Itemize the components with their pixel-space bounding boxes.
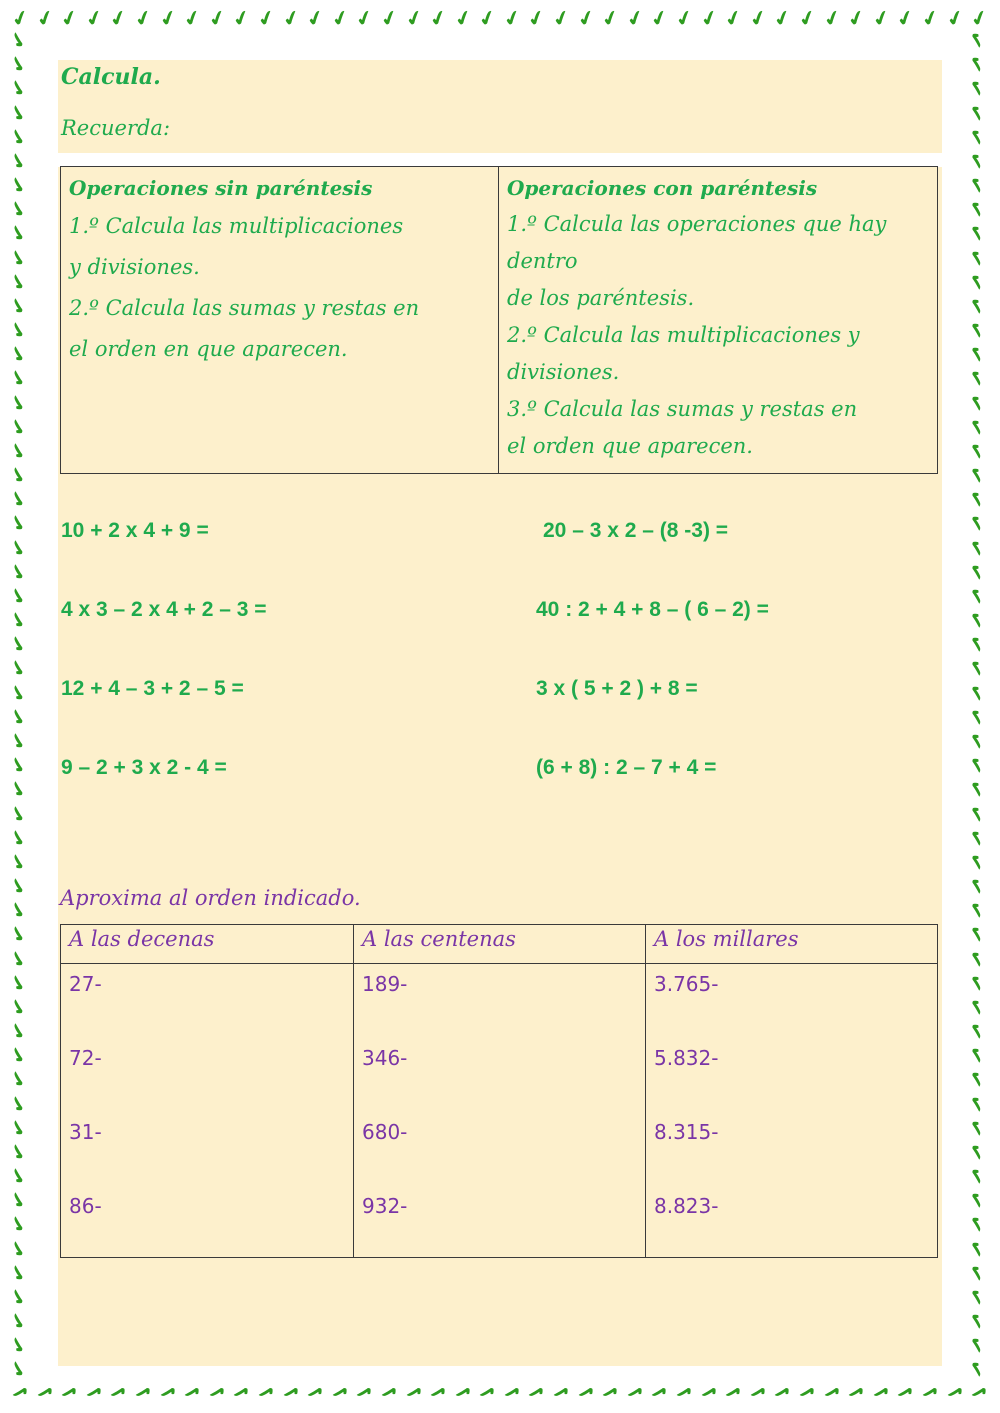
tick-decoration-icon: ✔ xyxy=(328,1377,353,1407)
tick-decoration-icon: ✔ xyxy=(4,994,33,1019)
tick-decoration-icon: ✔ xyxy=(962,994,991,1019)
tick-decoration-icon: ✔ xyxy=(4,874,33,898)
tick-decoration-icon: ✔ xyxy=(672,3,697,33)
rule-line: 1.º Calcula las multiplicaciones xyxy=(69,214,404,238)
tick-decoration-icon: ✔ xyxy=(962,1019,991,1044)
tick-decoration-icon: ✔ xyxy=(962,1236,991,1261)
approx-column-thousands xyxy=(645,964,937,1258)
tick-decoration-icon: ✔ xyxy=(672,1377,697,1407)
tick-decoration-icon: ✔ xyxy=(4,1236,33,1261)
tick-decoration-icon: ✔ xyxy=(426,3,451,33)
tick-decoration-icon: ✔ xyxy=(962,874,991,898)
rule-line: de los paréntesis. xyxy=(507,286,695,310)
tick-decoration-icon: ✔ xyxy=(962,173,991,198)
tick-decoration-icon: ✔ xyxy=(746,1377,771,1407)
tick-decoration-icon: ✔ xyxy=(962,559,991,584)
tick-decoration-icon: ✔ xyxy=(57,3,82,33)
approx-column-tens xyxy=(61,964,353,1258)
tick-decoration-icon: ✔ xyxy=(962,1115,991,1140)
tick-decoration-icon: ✔ xyxy=(962,76,991,101)
tick-decoration-icon: ✔ xyxy=(4,390,33,415)
tick-decoration-icon: ✔ xyxy=(962,293,991,318)
tick-decoration-icon: ✔ xyxy=(4,559,33,584)
tick-decoration-icon: ✔ xyxy=(254,3,279,33)
tick-decoration-icon: ✔ xyxy=(869,3,894,33)
approx-item[interactable]: 3.765- xyxy=(654,972,719,996)
tick-decoration-icon: ✔ xyxy=(962,197,991,222)
tick-decoration-icon: ✔ xyxy=(155,3,180,33)
tick-decoration-icon: ✔ xyxy=(962,1091,991,1116)
tick-decoration-icon: ✔ xyxy=(4,318,33,343)
tick-decoration-icon: ✔ xyxy=(795,3,820,33)
operation-exercise[interactable]: 12 + 4 – 3 + 2 – 5 = xyxy=(61,677,244,700)
tick-decoration-icon: ✔ xyxy=(962,390,991,415)
tick-decoration-icon: ✔ xyxy=(721,3,746,33)
approx-header-row xyxy=(61,925,937,964)
tick-decoration-icon: ✔ xyxy=(962,1284,991,1309)
rule-line: divisiones. xyxy=(507,360,620,384)
tick-decoration-icon: ✔ xyxy=(4,1091,33,1116)
tick-decoration-icon: ✔ xyxy=(770,3,795,33)
approx-item[interactable]: 31- xyxy=(69,1120,102,1144)
tick-decoration-icon: ✔ xyxy=(962,1067,991,1092)
worksheet xyxy=(58,60,942,1366)
tick-decoration-icon: ✔ xyxy=(4,801,33,826)
tick-decoration-icon: ✔ xyxy=(623,1377,648,1407)
tick-decoration-icon: ✔ xyxy=(4,583,33,608)
tick-decoration-icon: ✔ xyxy=(4,1212,33,1237)
tick-decoration-icon: ✔ xyxy=(401,1377,426,1407)
tick-decoration-icon: ✔ xyxy=(500,3,525,33)
tick-decoration-icon: ✔ xyxy=(4,1067,33,1092)
rule-line: dentro xyxy=(507,249,578,273)
tick-decoration-icon: ✔ xyxy=(4,1333,33,1358)
approx-table xyxy=(60,924,938,1258)
tick-decoration-icon: ✔ xyxy=(598,3,623,33)
tick-decoration-icon: ✔ xyxy=(229,1377,254,1407)
tick-decoration-icon: ✔ xyxy=(4,438,33,463)
tick-decoration-icon: ✔ xyxy=(254,1377,279,1407)
tick-decoration-icon: ✔ xyxy=(524,3,549,33)
tick-decoration-icon: ✔ xyxy=(4,1188,33,1213)
tick-decoration-icon: ✔ xyxy=(4,680,33,705)
tick-decoration-icon: ✔ xyxy=(647,1377,672,1407)
tick-decoration-icon: ✔ xyxy=(4,76,33,101)
tick-decoration-icon: ✔ xyxy=(377,3,402,33)
tick-decoration-icon: ✔ xyxy=(598,1377,623,1407)
approx-header-tens: A las decenas xyxy=(69,927,215,951)
page-title: Calcula. xyxy=(61,64,161,90)
tick-decoration-icon: ✔ xyxy=(962,922,991,947)
tick-decoration-icon: ✔ xyxy=(4,366,33,391)
approx-header-thousands: A los millares xyxy=(645,925,937,963)
tick-decoration-icon: ✔ xyxy=(721,1377,746,1407)
tick-decoration-icon: ✔ xyxy=(918,1377,943,1407)
tick-decoration-icon: ✔ xyxy=(962,753,991,778)
tick-decoration-icon: ✔ xyxy=(4,946,33,971)
tick-decoration-icon: ✔ xyxy=(574,3,599,33)
approx-item[interactable]: 27- xyxy=(69,972,102,996)
approx-column-hundreds xyxy=(353,964,645,1258)
tick-decoration-icon: ✔ xyxy=(962,463,991,488)
tick-decoration-icon: ✔ xyxy=(962,608,991,633)
tick-decoration-icon: ✔ xyxy=(819,3,844,33)
tick-decoration-icon: ✔ xyxy=(4,269,33,294)
tick-decoration-icon: ✔ xyxy=(962,1333,991,1358)
tick-decoration-icon: ✔ xyxy=(962,148,991,173)
tick-decoration-icon: ✔ xyxy=(4,777,33,802)
tick-decoration-icon: ✔ xyxy=(4,414,33,439)
tick-decoration-icon: ✔ xyxy=(205,1377,230,1407)
tick-decoration-icon: ✔ xyxy=(4,221,33,246)
operation-exercise[interactable]: 20 – 3 x 2 – (8 -3) = xyxy=(543,519,729,542)
approx-item[interactable]: 346- xyxy=(362,1046,408,1070)
tick-decoration-icon: ✔ xyxy=(4,293,33,318)
tick-decoration-icon: ✔ xyxy=(918,3,943,33)
tick-decoration-icon: ✔ xyxy=(303,1377,328,1407)
tick-decoration-icon: ✔ xyxy=(962,898,991,923)
tick-decoration-icon: ✔ xyxy=(647,3,672,33)
tick-decoration-icon: ✔ xyxy=(962,535,991,560)
rules-heading: Operaciones con paréntesis xyxy=(507,176,818,200)
tick-decoration-icon: ✔ xyxy=(962,849,991,874)
tick-decoration-icon: ✔ xyxy=(962,1043,991,1068)
rules-heading: Operaciones sin paréntesis xyxy=(69,176,373,200)
tick-decoration-icon: ✔ xyxy=(942,1377,967,1407)
remember-label: Recuerda: xyxy=(61,116,171,140)
tick-decoration-icon: ✔ xyxy=(962,1260,991,1285)
tick-decoration-icon: ✔ xyxy=(962,1139,991,1164)
tick-decoration-icon: ✔ xyxy=(962,777,991,802)
tick-decoration-icon: ✔ xyxy=(451,1377,476,1407)
tick-decoration-icon: ✔ xyxy=(377,1377,402,1407)
tick-decoration-icon: ✔ xyxy=(426,1377,451,1407)
tick-decoration-icon: ✔ xyxy=(4,632,33,657)
decorative-border-top xyxy=(8,3,992,33)
tick-decoration-icon: ✔ xyxy=(4,704,33,729)
tick-decoration-icon: ✔ xyxy=(4,825,33,850)
tick-decoration-icon: ✔ xyxy=(4,511,33,536)
tick-decoration-icon: ✔ xyxy=(4,753,33,778)
tick-decoration-icon: ✔ xyxy=(962,1212,991,1237)
tick-decoration-icon: ✔ xyxy=(4,1357,33,1382)
tick-decoration-icon: ✔ xyxy=(32,1377,57,1407)
tick-decoration-icon: ✔ xyxy=(962,704,991,729)
tick-decoration-icon: ✔ xyxy=(278,1377,303,1407)
approx-title: Aproxima al orden indicado. xyxy=(60,886,361,910)
tick-decoration-icon: ✔ xyxy=(962,680,991,705)
tick-decoration-icon: ✔ xyxy=(4,28,33,52)
tick-decoration-icon: ✔ xyxy=(962,1357,991,1382)
tick-decoration-icon: ✔ xyxy=(155,1377,180,1407)
tick-decoration-icon: ✔ xyxy=(962,100,991,125)
tick-decoration-icon: ✔ xyxy=(4,148,33,173)
decorative-border-right xyxy=(962,28,991,1382)
tick-decoration-icon: ✔ xyxy=(697,1377,721,1407)
tick-decoration-icon: ✔ xyxy=(278,3,303,33)
tick-decoration-icon: ✔ xyxy=(844,3,869,33)
tick-decoration-icon: ✔ xyxy=(82,1377,107,1407)
rule-line: y divisiones. xyxy=(69,255,200,279)
approx-item[interactable]: 5.832- xyxy=(654,1046,719,1070)
tick-decoration-icon: ✔ xyxy=(844,1377,869,1407)
tick-decoration-icon: ✔ xyxy=(962,487,991,512)
tick-decoration-icon: ✔ xyxy=(4,100,33,125)
tick-decoration-icon: ✔ xyxy=(4,124,33,149)
approx-item[interactable]: 86- xyxy=(69,1194,102,1218)
tick-decoration-icon: ✔ xyxy=(4,729,33,753)
tick-decoration-icon: ✔ xyxy=(962,1188,991,1213)
tick-decoration-icon: ✔ xyxy=(4,245,33,270)
tick-decoration-icon: ✔ xyxy=(4,608,33,633)
tick-decoration-icon: ✔ xyxy=(106,1377,131,1407)
rules-without-parentheses xyxy=(61,167,499,473)
tick-decoration-icon: ✔ xyxy=(57,1377,82,1407)
tick-decoration-icon: ✔ xyxy=(795,1377,820,1407)
tick-decoration-icon: ✔ xyxy=(451,3,476,33)
tick-decoration-icon: ✔ xyxy=(475,1377,500,1407)
tick-decoration-icon: ✔ xyxy=(500,1377,525,1407)
rule-line: 1.º Calcula las operaciones que hay xyxy=(507,212,887,236)
tick-decoration-icon: ✔ xyxy=(962,342,991,367)
tick-decoration-icon: ✔ xyxy=(893,1377,918,1407)
tick-decoration-icon: ✔ xyxy=(962,946,991,971)
tick-decoration-icon: ✔ xyxy=(962,28,991,52)
tick-decoration-icon: ✔ xyxy=(4,197,33,222)
tick-decoration-icon: ✔ xyxy=(962,632,991,657)
decorative-border-left xyxy=(4,28,33,1382)
tick-decoration-icon: ✔ xyxy=(962,825,991,850)
rule-line: 2.º Calcula las multiplicaciones y xyxy=(507,323,860,347)
tick-decoration-icon: ✔ xyxy=(623,3,648,33)
tick-decoration-icon: ✔ xyxy=(352,1377,377,1407)
tick-decoration-icon: ✔ xyxy=(4,1284,33,1309)
tick-decoration-icon: ✔ xyxy=(32,3,57,33)
tick-decoration-icon: ✔ xyxy=(4,463,33,488)
tick-decoration-icon: ✔ xyxy=(4,535,33,560)
tick-decoration-icon: ✔ xyxy=(962,729,991,753)
tick-decoration-icon: ✔ xyxy=(962,269,991,294)
tick-decoration-icon: ✔ xyxy=(962,801,991,826)
rule-line: 2.º Calcula las sumas y restas en xyxy=(69,296,420,320)
tick-decoration-icon: ✔ xyxy=(962,1309,991,1334)
tick-decoration-icon: ✔ xyxy=(967,3,992,33)
tick-decoration-icon: ✔ xyxy=(962,52,991,77)
rules-table xyxy=(60,166,938,474)
tick-decoration-icon: ✔ xyxy=(962,970,991,995)
tick-decoration-icon: ✔ xyxy=(549,3,574,33)
approx-item[interactable]: 680- xyxy=(362,1120,408,1144)
operation-exercise[interactable]: 10 + 2 x 4 + 9 = xyxy=(61,519,209,542)
operation-exercise[interactable]: 40 : 2 + 4 + 8 – ( 6 – 2) = xyxy=(536,598,769,621)
tick-decoration-icon: ✔ xyxy=(962,245,991,270)
tick-decoration-icon: ✔ xyxy=(180,3,205,33)
rules-with-parentheses xyxy=(499,167,937,473)
tick-decoration-icon: ✔ xyxy=(697,3,721,33)
operation-exercise[interactable]: (6 + 8) : 2 – 7 + 4 = xyxy=(536,756,717,779)
tick-decoration-icon: ✔ xyxy=(180,1377,205,1407)
tick-decoration-icon: ✔ xyxy=(4,1164,33,1189)
tick-decoration-icon: ✔ xyxy=(962,1164,991,1189)
tick-decoration-icon: ✔ xyxy=(770,1377,795,1407)
tick-decoration-icon: ✔ xyxy=(942,3,967,33)
tick-decoration-icon: ✔ xyxy=(4,922,33,947)
tick-decoration-icon: ✔ xyxy=(4,656,33,681)
tick-decoration-icon: ✔ xyxy=(962,583,991,608)
tick-decoration-icon: ✔ xyxy=(229,3,254,33)
rule-line: el orden que aparecen. xyxy=(507,434,753,458)
divider xyxy=(58,153,942,167)
tick-decoration-icon: ✔ xyxy=(4,487,33,512)
tick-decoration-icon: ✔ xyxy=(962,221,991,246)
tick-decoration-icon: ✔ xyxy=(893,3,918,33)
tick-decoration-icon: ✔ xyxy=(4,849,33,874)
approx-item[interactable]: 932- xyxy=(362,1194,408,1218)
tick-decoration-icon: ✔ xyxy=(524,1377,549,1407)
tick-decoration-icon: ✔ xyxy=(8,1377,33,1407)
tick-decoration-icon: ✔ xyxy=(82,3,107,33)
tick-decoration-icon: ✔ xyxy=(549,1377,574,1407)
tick-decoration-icon: ✔ xyxy=(962,656,991,681)
tick-decoration-icon: ✔ xyxy=(328,3,353,33)
tick-decoration-icon: ✔ xyxy=(4,173,33,198)
tick-decoration-icon: ✔ xyxy=(303,3,328,33)
tick-decoration-icon: ✔ xyxy=(967,1377,992,1407)
approx-body xyxy=(61,964,937,1258)
approx-item[interactable]: 8.823- xyxy=(654,1194,719,1218)
tick-decoration-icon: ✔ xyxy=(746,3,771,33)
tick-decoration-icon: ✔ xyxy=(962,124,991,149)
tick-decoration-icon: ✔ xyxy=(962,438,991,463)
tick-decoration-icon: ✔ xyxy=(8,3,33,33)
tick-decoration-icon: ✔ xyxy=(4,898,33,923)
tick-decoration-icon: ✔ xyxy=(869,1377,894,1407)
approx-item[interactable]: 8.315- xyxy=(654,1120,719,1144)
tick-decoration-icon: ✔ xyxy=(4,1139,33,1164)
operation-exercise[interactable]: 9 – 2 + 3 x 2 - 4 = xyxy=(61,756,227,779)
tick-decoration-icon: ✔ xyxy=(4,1043,33,1068)
tick-decoration-icon: ✔ xyxy=(106,3,131,33)
tick-decoration-icon: ✔ xyxy=(475,3,500,33)
tick-decoration-icon: ✔ xyxy=(4,970,33,995)
tick-decoration-icon: ✔ xyxy=(962,366,991,391)
tick-decoration-icon: ✔ xyxy=(962,511,991,536)
tick-decoration-icon: ✔ xyxy=(4,342,33,367)
tick-decoration-icon: ✔ xyxy=(4,1309,33,1334)
approx-item[interactable]: 72- xyxy=(69,1046,102,1070)
operation-exercise[interactable]: 3 x ( 5 + 2 ) + 8 = xyxy=(536,677,698,700)
rule-line: el orden en que aparecen. xyxy=(69,337,348,361)
approx-header-hundreds: A las centenas xyxy=(353,925,645,963)
tick-decoration-icon: ✔ xyxy=(4,1115,33,1140)
tick-decoration-icon: ✔ xyxy=(131,1377,156,1407)
tick-decoration-icon: ✔ xyxy=(205,3,230,33)
operation-exercise[interactable]: 4 x 3 – 2 x 4 + 2 – 3 = xyxy=(61,598,267,621)
rule-line: 3.º Calcula las sumas y restas en xyxy=(507,397,858,421)
tick-decoration-icon: ✔ xyxy=(401,3,426,33)
decorative-border-bottom xyxy=(8,1377,992,1407)
tick-decoration-icon: ✔ xyxy=(4,52,33,77)
approx-item[interactable]: 189- xyxy=(362,972,408,996)
tick-decoration-icon: ✔ xyxy=(352,3,377,33)
tick-decoration-icon: ✔ xyxy=(4,1260,33,1285)
tick-decoration-icon: ✔ xyxy=(962,414,991,439)
tick-decoration-icon: ✔ xyxy=(962,318,991,343)
tick-decoration-icon: ✔ xyxy=(131,3,156,33)
tick-decoration-icon: ✔ xyxy=(574,1377,599,1407)
tick-decoration-icon: ✔ xyxy=(819,1377,844,1407)
tick-decoration-icon: ✔ xyxy=(4,1019,33,1044)
